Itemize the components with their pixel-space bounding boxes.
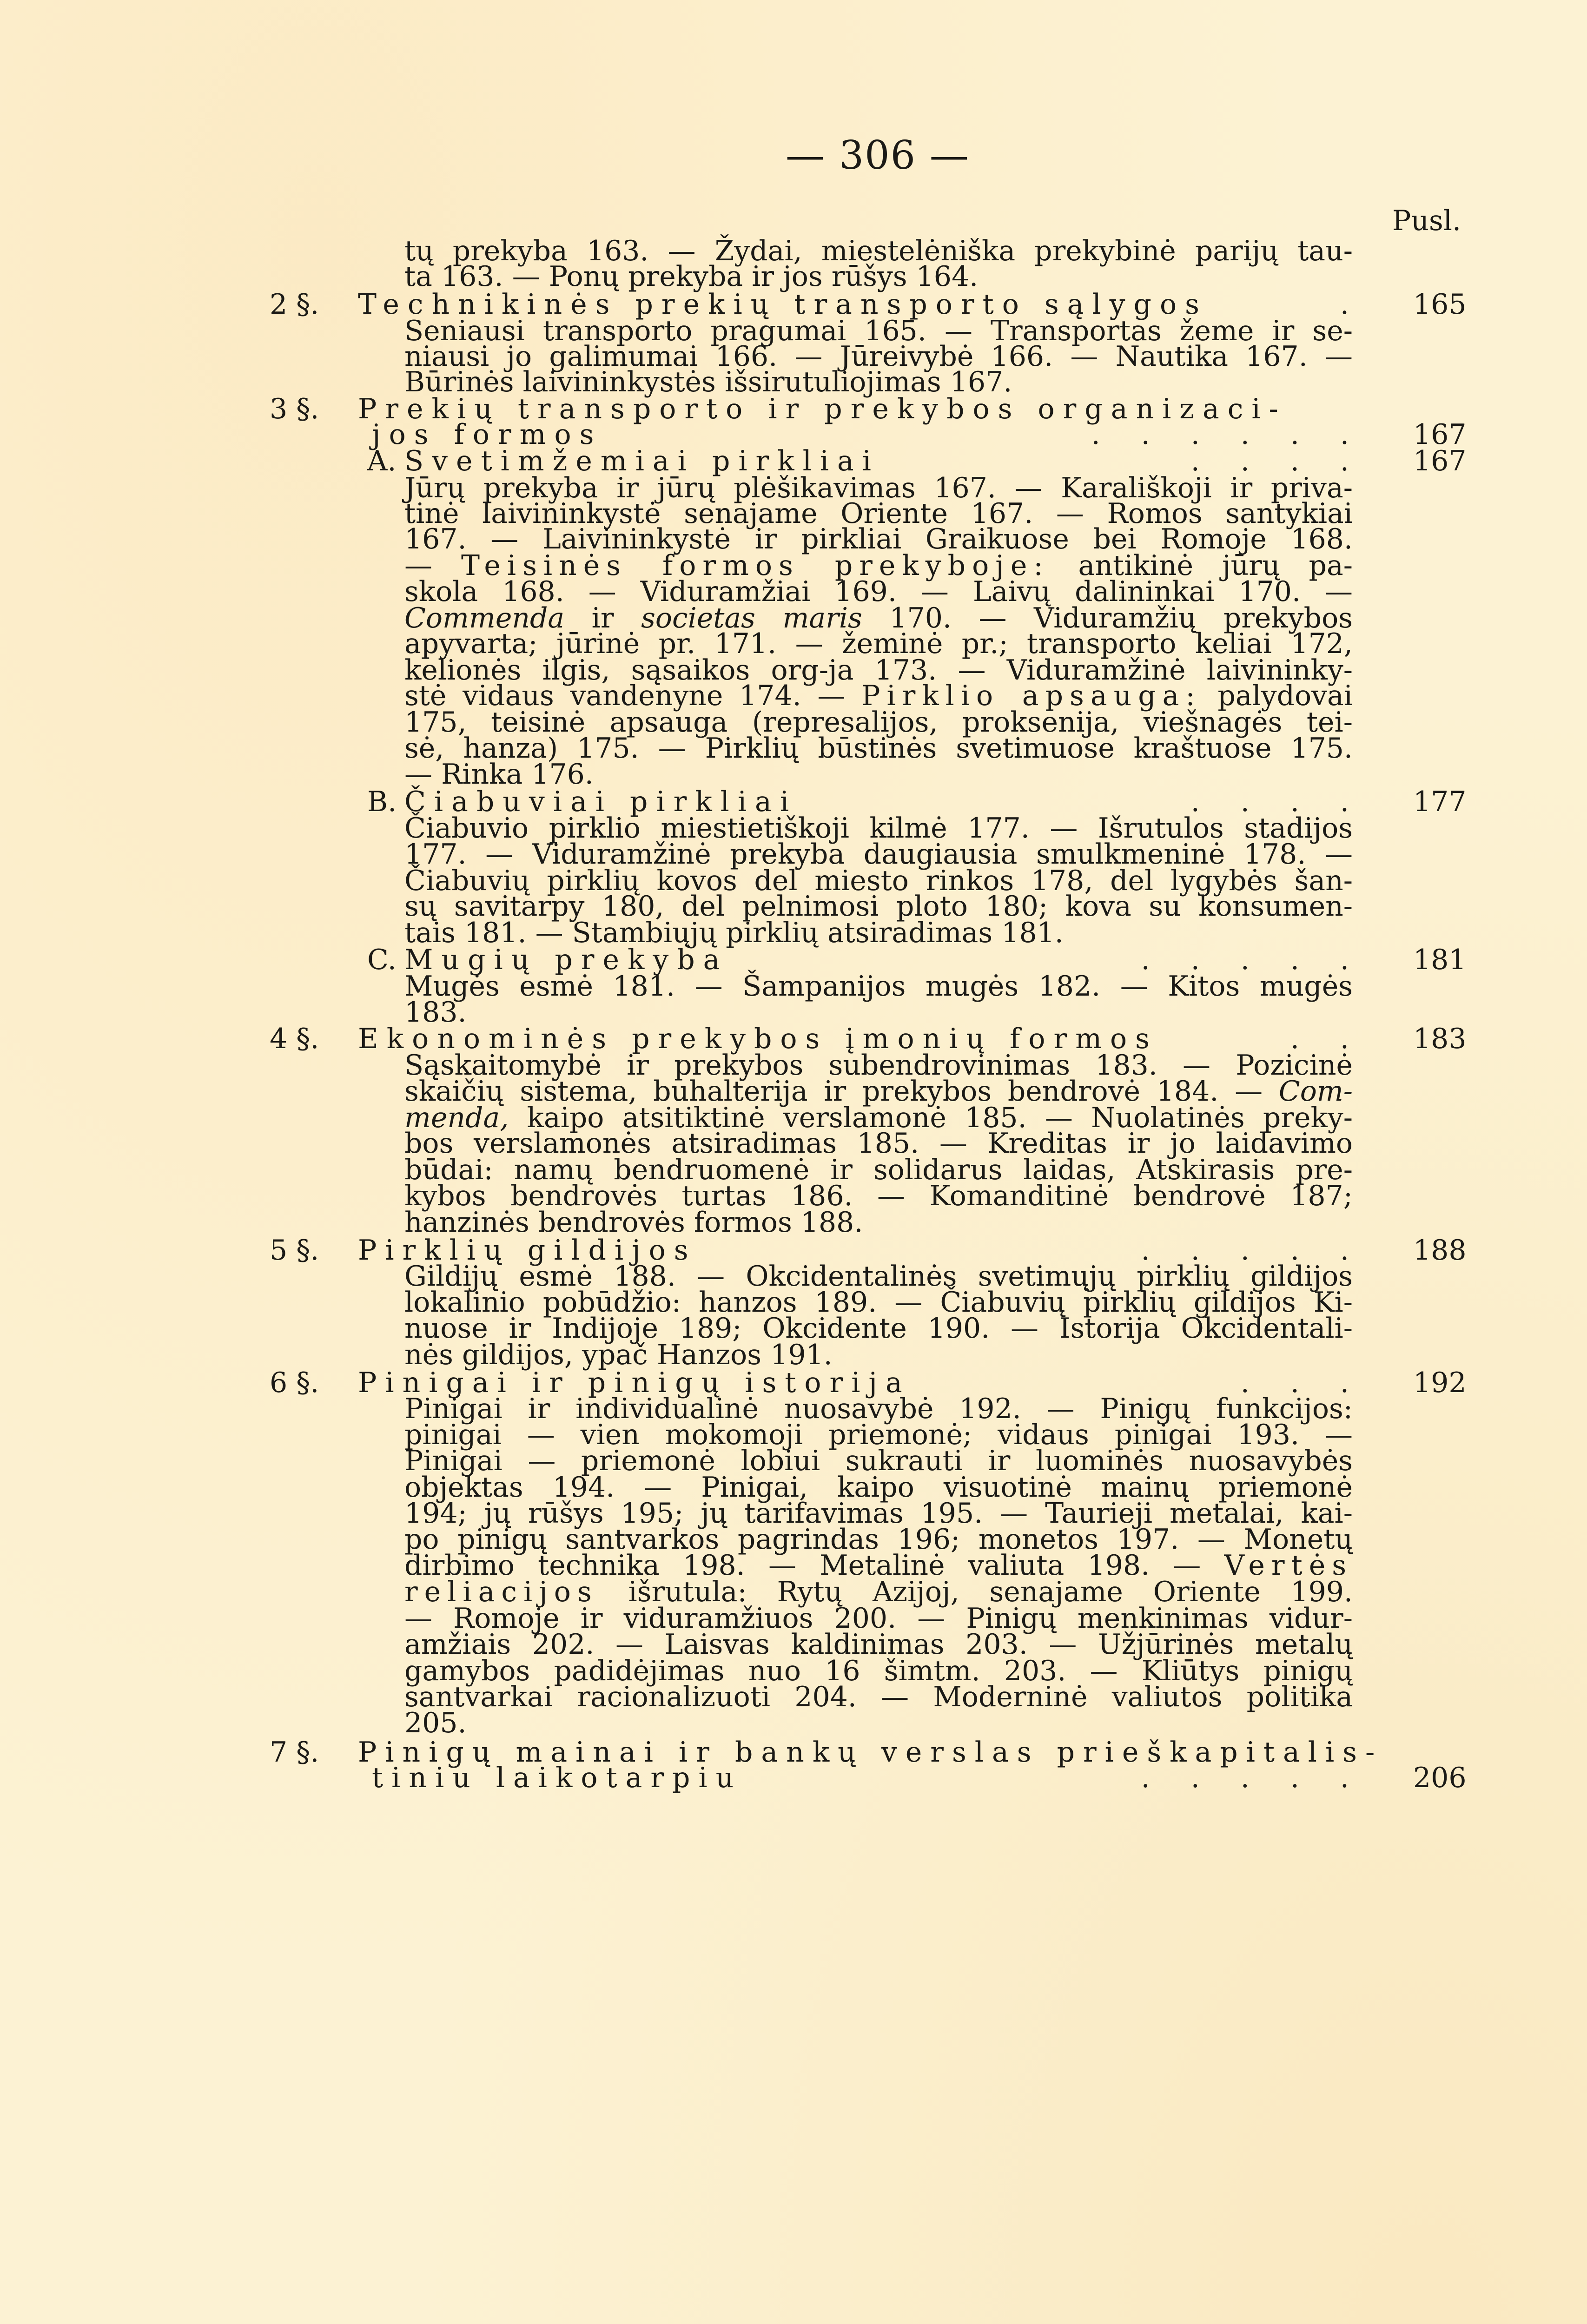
subsection-title: Čiabuviai pirkliai xyxy=(404,786,798,818)
dot-leader: .... xyxy=(1190,786,1390,818)
italic-term: Commenda xyxy=(404,602,565,634)
italic-term: Com- xyxy=(1278,1075,1353,1108)
text-run: — xyxy=(404,549,462,582)
section-number: 2 §. xyxy=(270,288,319,321)
toc-entry-text: — Rinka 176. xyxy=(404,758,594,791)
text-run: išrutula: Rytų Azijoj, senajame Oriente 199. xyxy=(598,1576,1353,1608)
text-run: stė vidaus vandenyne 174. — xyxy=(404,680,862,712)
toc-entry-text: ta 163. — Ponų prekyba ir jos rūšys 164. xyxy=(404,260,979,293)
spaced-emphasis: Vertės xyxy=(1224,1549,1353,1582)
toc-entry-text xyxy=(404,1578,1353,1606)
toc-entry-text: pinigai — vien mokomoji priemonė; vidaus pinigai 193. — xyxy=(404,1419,1353,1451)
dot-leader: .... xyxy=(1190,445,1390,477)
toc-entry-text: Čiabuvių pirklių kovos del miesto rinkos 178, del lygybės šan- xyxy=(404,865,1353,897)
toc-entry-text: Mugės esmė 181. — Šampanijos mugės 182. — Kitos mugės xyxy=(404,970,1353,1003)
section-title: Pirklių gildijos xyxy=(358,1234,697,1267)
dot-leader: ..... xyxy=(1141,1762,1390,1794)
toc-entry-text: kybos bendrovės turtas 186. — Komanditinė bendrovė 187; xyxy=(404,1180,1353,1212)
text-run: kaipo atsitiktinė verslamonė 185. — Nuolatinės preky- xyxy=(509,1102,1353,1134)
page-reference: 177 xyxy=(1413,786,1467,818)
toc-entry-text: bos verslamonės atsiradimas 185. — Kreditas ir jo laidavimo xyxy=(404,1127,1353,1160)
spaced-emphasis: Pirklio apsauga: xyxy=(861,680,1202,712)
toc-entry-text: sų savitarpy 180, del pelnimosi ploto 180; kova su konsumen- xyxy=(404,890,1353,923)
text-run: palydovai xyxy=(1201,680,1353,712)
toc-entry-text: Pinigai ir individualinė nuosavybė 192. — Pinigų funkcijos: xyxy=(404,1393,1353,1425)
section-title: Technikinės prekių transporto sąlygos xyxy=(358,288,1208,321)
toc-entry-text xyxy=(404,682,1353,710)
page-number: — 306 — xyxy=(786,132,970,178)
toc-entry-text: 194; jų rūšys 195; jų tarifavimas 195. — Taurieji metalai, kai- xyxy=(404,1497,1353,1530)
toc-entry-text: Gildijų esmė 188. — Okcidentalinės svetimųjų pirklių gildijos xyxy=(404,1260,1353,1293)
toc-entry-text: Būrinės laivininkystės išsirutuliojimas 167. xyxy=(404,366,1012,398)
toc-entry-text: niausi jo galimumai 166. — Jūreivybė 166. — Nautika 167. — xyxy=(404,340,1353,373)
page-column-label: Pusl. xyxy=(1392,205,1461,237)
toc-entry-text: Pinigai — priemonė lobiui sukrauti ir luominės nuosavybės xyxy=(404,1445,1353,1477)
toc-entry-text: santvarkai racionalizuoti 204. — Moderninė valiutos politika xyxy=(404,1681,1353,1713)
dot-leader: . xyxy=(1340,288,1390,321)
section-number: 6 §. xyxy=(270,1367,319,1399)
toc-entry-text: skola 168. — Viduramžiai 169. — Laivų dalininkai 170. — xyxy=(404,575,1353,608)
toc-entry-text: — Romoje ir viduramžiuos 200. — Pinigų menkinimas vidur- xyxy=(404,1602,1353,1635)
toc-entry-text: 175, teisinė apsauga (represalijos, proksenija, viešnagės tei- xyxy=(404,706,1353,739)
dot-leader: ... xyxy=(1240,1367,1390,1399)
toc-entry-text xyxy=(404,1075,1353,1108)
text-run: ir xyxy=(564,602,641,634)
page-reference: 188 xyxy=(1413,1234,1467,1267)
toc-entry-text: po pinigų santvarkos pagrindas 196; monetos 197. — Monetų xyxy=(404,1523,1353,1556)
text-run: antikinė jūrų pa- xyxy=(1049,549,1353,582)
dot-leader: ...... xyxy=(1091,418,1390,451)
toc-entry-text: Čiabuvio pirklio miestietiškoji kilmė 177. — Išrutulos stadijos xyxy=(404,812,1353,845)
page-reference: 165 xyxy=(1413,288,1467,321)
toc-entry-text: gamybos padidėjimas nuo 16 šimtm. 203. — Kliūtys pinigų xyxy=(404,1655,1353,1687)
toc-entry-text: Jūrų prekyba ir jūrų plėšikavimas 167. — Karališkoji ir priva- xyxy=(404,472,1353,504)
spaced-emphasis: reliacijos xyxy=(404,1576,598,1608)
toc-entry-text: kelionės ilgis, sąsaikos org-ja 173. — Viduramžinė laivininky- xyxy=(404,654,1353,687)
section-number: 7 §. xyxy=(270,1736,319,1769)
page-reference: 167 xyxy=(1413,418,1467,451)
dot-leader: ..... xyxy=(1141,944,1390,976)
toc-entry-text: apyvarta; jūrinė pr. 171. — žeminė pr.; transporto keliai 172, xyxy=(404,627,1353,660)
toc-entry-text: Seniausi transporto pragumai 165. — Transportas žeme ir se- xyxy=(404,315,1353,347)
toc-entry-text: tais 181. — Stambiųjų pirklių atsiradimas 181. xyxy=(404,917,1064,949)
section-title: Prekių transporto ir prekybos organizaci- xyxy=(358,393,1287,425)
italic-term: menda, xyxy=(404,1102,509,1134)
toc-entry-text: nuose ir Indijoje 189; Okcidente 190. — Istorija Okcidentali- xyxy=(404,1312,1353,1345)
toc-entry-text: Sąskaitomybė ir prekybos subendrovinimas 183. — Pozicinė xyxy=(404,1049,1353,1082)
section-number: 5 §. xyxy=(270,1234,319,1267)
subsection-letter: C. xyxy=(367,944,397,976)
section-title: jos formos xyxy=(372,418,602,451)
dot-leader: .. xyxy=(1290,1023,1390,1055)
dot-leader: ..... xyxy=(1141,1234,1390,1267)
section-title: tiniu laikotarpiu xyxy=(372,1762,742,1794)
subsection-title: Mugių prekyba xyxy=(404,944,728,976)
toc-entry-text: tinė laivininkystė senajame Oriente 167. — Romos santykiai xyxy=(404,497,1353,530)
toc-entry-text: tų prekyba 163. — Žydai, miestelėniška prekybinė parijų tau- xyxy=(404,235,1353,267)
toc-entry-text: objektas 194. — Pinigai, kaipo visuotinė mainų priemonė xyxy=(404,1471,1353,1504)
section-title: Pinigai ir pinigų istorija xyxy=(358,1367,911,1399)
section-title: Pinigų mainai ir bankų verslas prieškapitalis- xyxy=(358,1736,1383,1769)
subsection-title: Svetimžemiai pirkliai xyxy=(404,445,879,477)
page-reference: 183 xyxy=(1413,1023,1467,1055)
toc-entry-text xyxy=(404,1549,1353,1582)
page-reference: 192 xyxy=(1413,1367,1467,1399)
text-run: skaičių sistema, buhalterija ir prekybos bendrovė 184. — xyxy=(404,1075,1279,1108)
page-reference: 167 xyxy=(1413,445,1467,477)
toc-entry-text: hanzinės bendrovės formos 188. xyxy=(404,1206,863,1239)
subsection-letter: A. xyxy=(367,445,397,477)
toc-entry-text: nės gildijos, ypač Hanzos 191. xyxy=(404,1339,833,1371)
toc-entry-text: lokalinio pobūdžio: hanzos 189. — Čiabuvių pirklių gildijos Ki- xyxy=(404,1286,1353,1319)
toc-entry-text: amžiais 202. — Laisvas kaldinimas 203. — Užjūrinės metalų xyxy=(404,1628,1353,1661)
text-run: 170. — Viduramžių prekybos xyxy=(862,602,1353,634)
page-reference: 206 xyxy=(1413,1762,1467,1794)
toc-entry-text: 177. — Viduramžinė prekyba daugiausia smulkmeninė 178. — xyxy=(404,838,1353,871)
toc-entry-text: būdai: namų bendruomenė ir solidarus laidas, Atskirasis pre- xyxy=(404,1154,1353,1186)
spaced-emphasis: Teisinės formos prekyboje: xyxy=(461,549,1050,582)
section-number: 3 §. xyxy=(270,393,319,425)
subsection-letter: B. xyxy=(367,786,397,818)
toc-entry-text: 205. xyxy=(404,1707,467,1739)
text-run: dirbimo technika 198. — Metalinė valiuta 198. — xyxy=(404,1549,1224,1582)
toc-entry-text: 167. — Laivininkystė ir pirkliai Graikuose bei Romoje 168. xyxy=(404,523,1353,555)
toc-entry-text: sė, hanza) 175. — Pirklių būstinės svetimuose kraštuose 175. xyxy=(404,732,1353,765)
section-number: 4 §. xyxy=(270,1023,319,1055)
italic-term: societas maris xyxy=(641,602,862,634)
page-reference: 181 xyxy=(1413,944,1467,976)
section-title: Ekonominės prekybos įmonių formos xyxy=(358,1023,1158,1055)
toc-entry-text: 183. xyxy=(404,996,467,1029)
